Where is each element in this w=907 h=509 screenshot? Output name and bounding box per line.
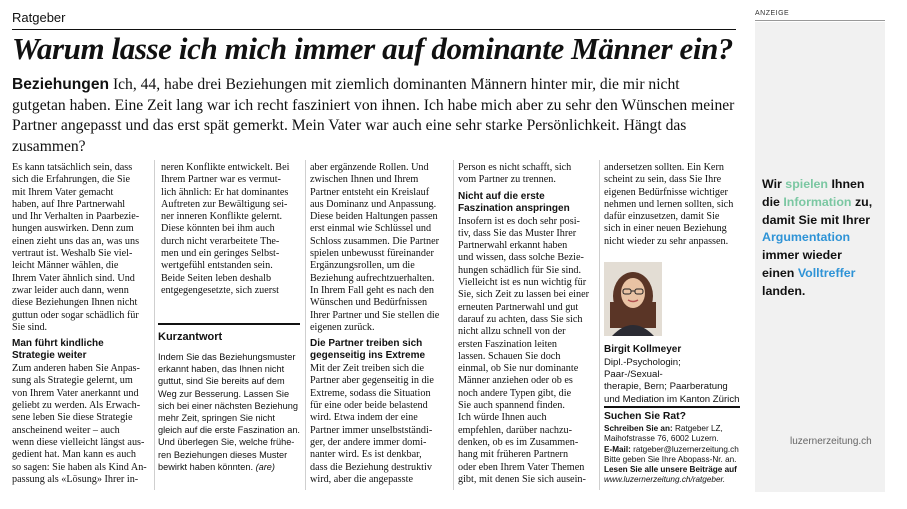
advice-title: Suchen Sie Rat? <box>604 411 686 422</box>
advice-email-label: E-Mail: <box>604 444 631 454</box>
paragraph: Zum anderen haben Sie Anpas- sung als Strategie gelernt, um von Ihrem Vater anerkannt und geliebt zu werden. Als Erwach- sene leben Sie diese Strategie anscheinend weiter – auch wenn diese vielleicht längst aus- gedient hat. Man kann es auch so sagen: Sie haben als Kind An- passung als «Lösung» Ihrer in- <box>12 363 147 485</box>
advice-write-text: Ratgeber LZ, Maihofstrasse 76, 6002 Luzern. <box>604 424 723 444</box>
kurzantwort-text <box>158 351 300 473</box>
column-divider <box>305 160 306 490</box>
advice-address <box>604 424 740 445</box>
kurzantwort-box <box>158 323 300 491</box>
author-description: Dipl.-Psychologin; Paar-/Sexual- therapie, Bern; Paarberatung und Mediation im Kanton Zürich <box>604 357 740 405</box>
article-column-3 <box>310 162 452 492</box>
kurzantwort-title: Kurzantwort <box>158 331 223 343</box>
advice-read-more <box>604 465 740 486</box>
column-divider <box>453 160 454 490</box>
ad-highlight-spielen: spielen <box>785 177 828 191</box>
author-name: Birgit Kollmeyer <box>604 344 682 355</box>
ad-text-part: immer wieder einen <box>762 248 842 280</box>
ad-rule <box>755 20 885 21</box>
advice-read-label: Lesen Sie alle unsere Beiträge auf <box>604 465 737 475</box>
paragraph: andersetzen sollten. Ein Kern scheint zu sein, dass Sie Ihre eigenen Bedürfnisse wichtiger nehmen und lernen sollten, sich dafür einzusetzen, damit Sie sich in einer neuen Beziehung nicht wieder zu sehr anpassen. <box>604 162 734 247</box>
ad-slogan <box>762 176 884 301</box>
advice-box <box>604 406 740 486</box>
paragraph: aber ergänzende Rollen. Und zwischen Ihnen und Ihrem Partner entsteht ein Kreislauf aus Dominanz und Anpassung. Diese beiden Haltungen passen erst einmal wie Schlüssel und Schloss zusammen. Die Partner spielen unbewusst füreinander Ergänzungsrollen, um die Beziehung aufrechtzuerhalten. In Ihrem Fall geht es nach den Wünschen und Bedürfnissen Ihrer Partner und Sie stellen die eigenen zurück. <box>310 162 440 333</box>
paragraph: Person es nicht schafft, sich vom Partner zu trennen. <box>458 162 572 186</box>
ad-text-part: Ihnen die <box>762 177 865 209</box>
ad-highlight-information: Information <box>783 194 852 209</box>
author-photo <box>604 262 662 336</box>
section-kicker: Ratgeber <box>12 10 66 25</box>
header-rule <box>12 29 736 30</box>
ad-text-part: landen. <box>762 283 806 298</box>
paragraph: Insofern ist es doch sehr posi- tiv, dass Sie das Muster Ihrer Partnerwahl erkannt haben und wissen, dass solche Bezie- hungen schädlich für Sie sind. Vielleicht ist es nun wichtig für Sie, sich Zeit zu lassen bei einer erneuten Partnerwahl und gut darauf zu achten, dass Sie sich nicht allzu schnell von der ersten Faszination leiten lassen. Schauen Sie doch einmal, ob Sie nur dominante Männer anziehen oder ob es noch andere Typen gibt, die Sie auch spannend finden. <box>458 215 589 412</box>
article-column-2 <box>161 162 301 312</box>
ad-highlight-argumentation: Argumentation <box>762 230 851 245</box>
ad-text-part: zu, damit Sie mit Ihrer <box>762 194 873 227</box>
ad-text-part: Wir <box>762 177 786 191</box>
paragraph: Es kann tatsächlich sein, dass sich die Erfahrungen, die Sie mit Ihrem Vater gemacht haben, auf Ihre Partnerwahl und Ihr Verhalten in Paarbezie- hungen auswirken. Denn zum einen zieht uns das an, was uns vertraut ist. Weshalb Sie viel- leicht Männer wählen, die Ihrem Vater ähnlich sind. Und zwar leider auch dann, wenn diese Beziehungen Ihnen nicht guttun oder sogar schädlich für Sie sind. <box>12 162 140 333</box>
column-divider <box>599 160 600 490</box>
lead-text: Ich, 44, habe drei Beziehungen mit ziemlich dominanten Männern hinter mir, die mir nicht gutgetan haben. Eine Zeit lang war ich recht fasziniert von ihnen. Ich habe mich aber zu sehr den Wünschen meiner Partner angepasst und das erst spät gemerkt. Mein Vater war auch eine sehr starke Persönlichkeit. Hängt das zusammen? <box>12 76 735 155</box>
kurzantwort-signature: (are) <box>253 461 275 472</box>
article-headline: Warum lasse ich mich immer auf dominante Männer ein? <box>12 31 734 66</box>
kurzantwort-body: Indem Sie das Beziehungsmuster erkannt haben, das Ihnen nicht guttut, sind Sie bereits auf dem Weg zur Besserung. Lassen Sie sich bei einer nächsten Beziehung mehr Zeit, springen Sie nicht gleich auf die erste Faszination an. Und überlegen Sie, welche frühe- ren Beziehungen dieses Muster bewirkt haben könnten. <box>158 352 300 472</box>
subheading: Man führt kindliche Strategie weiter <box>12 338 104 362</box>
article-column-1 <box>12 162 152 492</box>
author-portrait-image <box>604 262 662 336</box>
article-lead <box>12 75 736 157</box>
paragraph: Beide Seiten leben deshalb entgegengesetzte, sich zuerst <box>161 272 279 296</box>
advice-url-link[interactable]: www.luzernerzeitung.ch/ratgeber. <box>604 475 726 485</box>
advice-email-text[interactable]: ratgeber@luzernerzeitung.ch Bitte geben Sie Ihre Abopass-Nr. an. <box>604 444 739 464</box>
ad-site-link[interactable]: luzernerzeitung.ch <box>790 436 872 447</box>
advice-email <box>604 445 740 466</box>
subheading: Die Partner treiben sich gegenseitig ins Extreme <box>310 338 426 362</box>
paragraph: neren Konflikte entwickelt. Bei Ihrem Partner war es vermut- lich ähnlich: Er hat dominantes Auftreten zur Bewältigung sei- ner inneren Konflikte gelernt. Diese könnten bei ihm auch durch nicht verarbeitete The- men und ein geringes Selbst- wertgefühl entstanden sein. <box>161 162 290 272</box>
paragraph: Mit der Zeit treiben sich die Partner aber gegenseitig in die Extreme, sodass die Situation für eine oder beide belastend wird. Etwa indem der eine Partner immer unselbstständi- ger, der andere immer domi- nanter wird. Es ist denkbar, dass die Beziehung destruktiv wird, aber die angepasste <box>310 363 434 485</box>
column-divider <box>154 160 155 490</box>
article-column-4 <box>458 162 598 492</box>
ad-highlight-volltreffer: Volltreffer <box>797 265 856 280</box>
lead-label: Beziehungen <box>12 76 110 93</box>
article-column-5 <box>604 162 742 252</box>
advice-write-label: Schreiben Sie an: <box>604 424 673 433</box>
subheading: Nicht auf die erste Faszination anspringen <box>458 190 570 214</box>
paragraph: Ich würde Ihnen auch empfehlen, darüber nachzu- denken, ob es im Zusammen- hang mit früheren Partnern oder eben Ihrem Vater Themen gibt, mit denen Sie sich ausein- <box>458 412 586 485</box>
ad-label: ANZEIGE <box>755 10 790 17</box>
